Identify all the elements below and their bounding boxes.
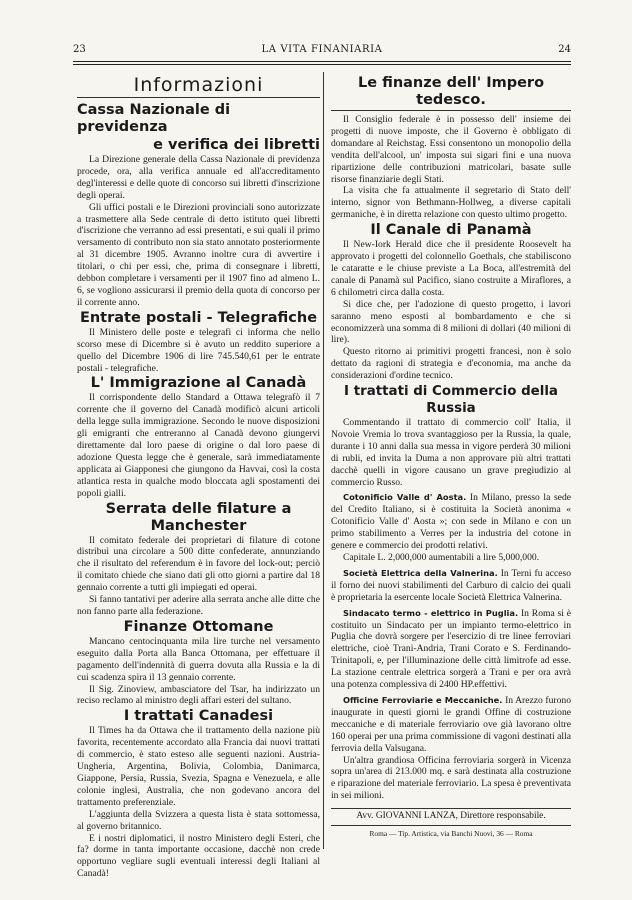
- news-head: Sindacato termo - elettrico in Puglia.: [343, 607, 519, 618]
- paragraph: Un'altra grandiosa Officina ferroviaria sorgerà in Vicenza sopra un'area di 213.000 mq. e sarà destinata alla costruzione e riparazione del materiale ferroviario. La spesa è preventivata in sei milioni.: [331, 754, 571, 802]
- signature-line: Avv. GIOVANNI LANZA, Direttore responsabile.: [331, 808, 571, 826]
- news-item: Sindacato termo - elettrico in Puglia. In Roma si è costituito un Sindacato per un impianto termo-elettrico in Puglia che dovrà sorgere per l'esercizio di tre linee ferroviari elettriche, cioè Trani-Andria, Trani Corato e S. Ferdinando-Trinitapoli, e, per l'illuminazione delle città limitrofe ad esse. La stazione centrale elettrica sorgerà a Trani e per ora avrà una potenza complessiva di 2400 HP.effettivi.: [331, 607, 571, 691]
- column-separator: [323, 72, 324, 849]
- news-head: Officine Ferroviarie e Meccaniche.: [343, 694, 503, 705]
- header-rule-top: [73, 61, 571, 62]
- printer-imprint: Roma — Tip. Artistica, via Banchi Nuovi, 36 — Roma: [369, 829, 533, 839]
- running-header: [73, 44, 571, 58]
- left-column: [77, 74, 320, 880]
- paragraph: Il comitato federale dei proprietari di filature di cotone distribuì una circolare a 500 ditte confederate, annunziando che il risultato del referendum è in favore del lock-out; perciò il comitato chiede che siano dati gli otto giorni a partire dal 18 gennaio corrente a tutti gli impiegati ed operai.: [77, 534, 320, 594]
- article-title-cassa: Cassa Nazionale di previdenza: [77, 102, 231, 135]
- article-title-entrate: Entrate postali - Telegrafiche: [79, 309, 318, 326]
- article-title-finanze: Finanze Ottomane: [123, 618, 274, 635]
- article-title-russia: I trattati di Commercio della Russia: [344, 384, 558, 417]
- article-title-impero: Le finanze dell' Impero tedesco.: [331, 75, 571, 111]
- page-number-left: 23: [73, 44, 86, 55]
- article-title-cassa-line2: e verifica dei libretti: [153, 137, 320, 153]
- article-title-trattati: I trattati Canadesi: [123, 708, 274, 725]
- right-column: [331, 74, 571, 840]
- paragraph: La Direzione generale della Cassa Nazionale di previdenza procede, ora, alla verifica annuale ed all'accreditamento degl'interessi e delle quote di concorso sui libretti d'inscrizione degli operai.: [77, 154, 320, 201]
- news-item: Società Elettrica della Valnerina. In Terni fu acceso il forno dei nuovi stabilimenti del Carburo di calcio dei quali è proprietaria la esercente locale Società Elettrica Valnerina.: [331, 567, 571, 603]
- paragraph: La visita che fa attualmente il segretario di Stato dell' interno, signor von Bethmann-Hollweg, a diverse capitali germaniche, è in diretta relazione con questo ultimo progetto.: [331, 185, 571, 221]
- paragraph: Il Times ha da Ottawa che il trattamento della nazione più favorita, recentemente accordato alla Francia dai nuovi trattati di commercio, è stato esteso alle seguenti nazioni. Austria-Ungheria, Argentina, Bolivia, Colombia, Danimarca, Giappone, Persia, Russia, Svezia, Spagna e Venezuela, e alle colonie inglesi, Australia, che non godevano ancora del trattamento preferenziale.: [77, 725, 320, 808]
- section-title: Informazioni: [77, 74, 320, 98]
- paragraph: Il Sig. Zinoview, ambasciatore del Tsar, ha indirizzato un reciso reclamo al ministro degli affari esteri del sultano.: [77, 683, 320, 707]
- article-title-canada: L' Immigrazione al Canadà: [90, 375, 307, 392]
- header-rule-bottom: [73, 64, 571, 65]
- paragraph: Si dice che, per l'adozione di questo progetto, i lavori saranno meno esposti al bombardamento e che si economizzerà una somma di 8 milioni di dollari (40 milioni di lire).: [331, 298, 571, 346]
- news-item: Officine Ferroviarie e Meccaniche. In Arezzo furono inaugurate in questi giorni le grandi Offine di costruzione meccaniche e di materiale ferroviario ove già lavorano oltre 160 operai per una prima commissione di vagoni destinati alla ferrovia della Valsugana.: [331, 694, 572, 754]
- journal-title: LA VITA FINANIARIA: [261, 44, 383, 55]
- news-item: Cotonificio Valle d' Aosta. In Milano, presso la sede del Credito Italiano, si è costituita la Società anonima « Cotonificio Valle d' Aosta »; con sede in Milano e con un primo stabilimento a Verres per la industria del cotone in genere e commercio dei prodotti relativi.: [331, 492, 571, 552]
- paragraph: E i nostri diplomatici, il nostro Ministero degli Esteri, che fa? dorme in tanta importante occasione, dacchè non crede opportuno vegliare sugli eventuali interessi degli Italiani al Canadà!: [77, 832, 320, 880]
- news-head: Società Elettrica della Valnerina.: [343, 567, 498, 578]
- paragraph: Mancano centocinquanta mila lire turche nel versamento eseguito dalla Porta alla Banca Ottomana, per effettuare il pagamento dell'indennità di guerra dovuta alla Russia e la di cui scadenza spira il 13 gennaio corrente.: [77, 635, 320, 683]
- paragraph: Il New-Iork Herald dice che il presidente Roosevelt ha approvato i progetti del colonnello Goethals, che stabiliscono le cataratte e le chiuse previste a La Boca, all'estremità del canale di Panamà sul Pacifico, siano costruite a Miraflores, a 6 chilometri circa dalla costa.: [331, 239, 571, 298]
- article-title-panama: Il Canale di Panamà: [370, 222, 532, 239]
- page-number-right: 24: [558, 44, 571, 55]
- paragraph: Il corrispondente dello Standard a Ottawa telegrafò il 7 corrente che il governo del Canadà modificò alcuni articoli della legge sulla immigrazione. Secondo le nuove disposizioni gli emigranti che entreranno al Canadà devono giungervi direttamente dal loro paese di origine o dal loro paese di adozione Questa legge che è generale, sarà immediatamente applicata ai Giapponesi che giungono da Havvai, così la costa atlantica resta in qualche modo bloccata agli spostamenti dei popoli gialli.: [77, 392, 320, 499]
- paragraph: Il Consiglio federale è in possesso dell' insieme dei progetti di nuove imposte, che il Governo è obbligato di domandare al Reichstag. Essi consentono un monopolio della vendita dell'alcool, un' imposta sui sigari fini e una nuova ripartizione delle contribuzioni matricolari, basate sulle risorse finanziarie degli Stati.: [331, 114, 571, 185]
- paragraph: Gli uffici postali e le Direzioni provinciali sono autorizzate a trasmettere alla Sede centrale di detto istituto quei libretti d'iscrizione che verranno ad essi presentati, e sui quali il primo versamento di contributo non sia stato annotato posteriormente al 31 dicembre 1905. Avranno inoltre cura di avvertire i titolari, o chi per essi, che, prima di consegnare i libretti, debbon completare i versamenti per il 1907 fino ad almeno L. 6, se vogliono assicurarsi il premio della quota di concorso per il corrente anno.: [77, 201, 320, 308]
- paragraph: Il Ministero delle poste e telegrafi ci informa che nello scorso mese di Dicembre si è avuto un reddito superiore a quello del Dicembre 1906 di lire 745.540,61 per le entrate postali - telegrafiche.: [77, 326, 320, 374]
- paragraph: Questo ritorno ai primitivi progetti francesi, non è solo dettato da ragioni di strategia e d'economia, ma anche da considerazioni d'ordine tecnico.: [331, 346, 571, 382]
- news-head: Cotonificio Valle d' Aosta.: [343, 492, 467, 503]
- paragraph: Commentando il trattato di commercio coll' Italia, il Novoie Vremia lo trova svantaggioso per la Russia, la quale, durante i 10 anni dalla sua messa in vigore perderà 30 milioni di rubli, ed invita la Duma a non approvare più altri trattati dacchè quelli in vigore causano un grave pregiudizio al commercio Russo.: [331, 417, 571, 488]
- paragraph: Si fanno tantativi per aderire alla serrata anche alle ditte che non fanno parte alla federazione.: [77, 594, 320, 617]
- paragraph: Capitale L. 2,000,000 aumentabili a lire 5,000,000.: [343, 552, 540, 563]
- paragraph: L'aggiunta della Svizzera a questa lista è stata sottomessa, al governo britannico.: [77, 808, 320, 832]
- article-title-serrata: Serrata delle filature a Manchester: [105, 500, 292, 534]
